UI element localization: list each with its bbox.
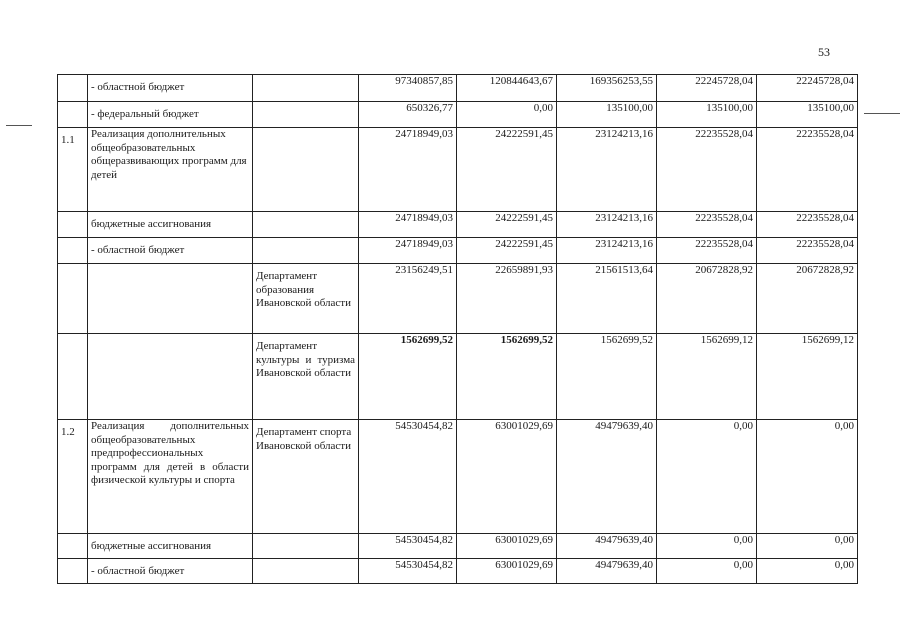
value-cell: 120844643,67 (457, 75, 557, 102)
value-cell: 22245728,04 (757, 75, 858, 102)
row-number (58, 102, 88, 128)
value-cell: 0,00 (657, 420, 757, 534)
value-cell: 0,00 (757, 534, 858, 559)
value-cell: 1562699,12 (657, 334, 757, 420)
value-cell: 0,00 (757, 420, 858, 534)
row-number (58, 75, 88, 102)
value-cell: 49479639,40 (557, 534, 657, 559)
row-number (58, 264, 88, 334)
row-name: Реализация дополнительных общеобразовательных предпрофессиональных программ для детей в области физической культуры и спорта (88, 420, 253, 534)
table-row (58, 420, 858, 534)
value-cell: 135100,00 (657, 102, 757, 128)
value-cell: 20672828,92 (657, 264, 757, 334)
table-row (58, 128, 858, 212)
row-name: Реализация дополнительных общеобразовательных общеразвивающих программ для детей (88, 128, 253, 212)
table-row (58, 102, 858, 128)
value-cell: 23124213,16 (557, 128, 657, 212)
value-cell: 650326,77 (359, 102, 457, 128)
budget-table (57, 74, 858, 584)
value-cell: 23124213,16 (557, 212, 657, 238)
row-name: - областной бюджет (88, 559, 253, 584)
row-number: 1.2 (58, 420, 88, 534)
row-name: - областной бюджет (88, 238, 253, 264)
row-number (58, 238, 88, 264)
row-executor (253, 238, 359, 264)
row-name: бюджетные ассигнования (88, 212, 253, 238)
row-executor (253, 534, 359, 559)
right-margin-mark (864, 113, 900, 114)
row-executor: Департамент культуры и туризма Ивановской области (253, 334, 359, 420)
row-number: 1.1 (58, 128, 88, 212)
value-cell: 24718949,03 (359, 212, 457, 238)
value-cell: 22235528,04 (657, 128, 757, 212)
value-cell: 135100,00 (557, 102, 657, 128)
value-cell: 54530454,82 (359, 420, 457, 534)
value-cell: 49479639,40 (557, 559, 657, 584)
value-cell: 1562699,52 (359, 334, 457, 420)
value-cell: 24718949,03 (359, 128, 457, 212)
row-number (58, 559, 88, 584)
table-row (58, 264, 858, 334)
value-cell: 22235528,04 (757, 212, 858, 238)
row-executor (253, 102, 359, 128)
value-cell: 1562699,52 (557, 334, 657, 420)
value-cell: 22245728,04 (657, 75, 757, 102)
table-row (58, 334, 858, 420)
value-cell: 22235528,04 (757, 238, 858, 264)
value-cell: 20672828,92 (757, 264, 858, 334)
value-cell: 0,00 (657, 559, 757, 584)
table-row (58, 75, 858, 102)
value-cell: 54530454,82 (359, 559, 457, 584)
row-executor (253, 559, 359, 584)
value-cell: 169356253,55 (557, 75, 657, 102)
page-number: 53 (818, 45, 830, 59)
row-number (58, 212, 88, 238)
row-number (58, 334, 88, 420)
value-cell: 54530454,82 (359, 534, 457, 559)
row-executor (253, 75, 359, 102)
value-cell: 1562699,52 (457, 334, 557, 420)
value-cell: 23124213,16 (557, 238, 657, 264)
value-cell: 24718949,03 (359, 238, 457, 264)
value-cell: 22659891,93 (457, 264, 557, 334)
value-cell: 24222591,45 (457, 128, 557, 212)
row-number (58, 534, 88, 559)
row-executor: Департамент спорта Ивановской области (253, 420, 359, 534)
row-executor (253, 128, 359, 212)
value-cell: 21561513,64 (557, 264, 657, 334)
row-executor: Департамент образования Ивановской области (253, 264, 359, 334)
value-cell: 63001029,69 (457, 534, 557, 559)
value-cell: 24222591,45 (457, 238, 557, 264)
table-row (58, 238, 858, 264)
left-margin-mark (6, 125, 32, 126)
row-name: - областной бюджет (88, 75, 253, 102)
row-name: бюджетные ассигнования (88, 534, 253, 559)
value-cell: 97340857,85 (359, 75, 457, 102)
value-cell: 22235528,04 (657, 212, 757, 238)
row-name (88, 334, 253, 420)
row-name (88, 264, 253, 334)
table-row (58, 559, 858, 584)
value-cell: 0,00 (757, 559, 858, 584)
value-cell: 0,00 (657, 534, 757, 559)
value-cell: 1562699,12 (757, 334, 858, 420)
value-cell: 24222591,45 (457, 212, 557, 238)
table-row (58, 212, 858, 238)
value-cell: 135100,00 (757, 102, 858, 128)
value-cell: 63001029,69 (457, 559, 557, 584)
table-row (58, 534, 858, 559)
value-cell: 49479639,40 (557, 420, 657, 534)
value-cell: 23156249,51 (359, 264, 457, 334)
value-cell: 22235528,04 (757, 128, 858, 212)
value-cell: 0,00 (457, 102, 557, 128)
value-cell: 63001029,69 (457, 420, 557, 534)
value-cell: 22235528,04 (657, 238, 757, 264)
row-executor (253, 212, 359, 238)
row-name: - федеральный бюджет (88, 102, 253, 128)
